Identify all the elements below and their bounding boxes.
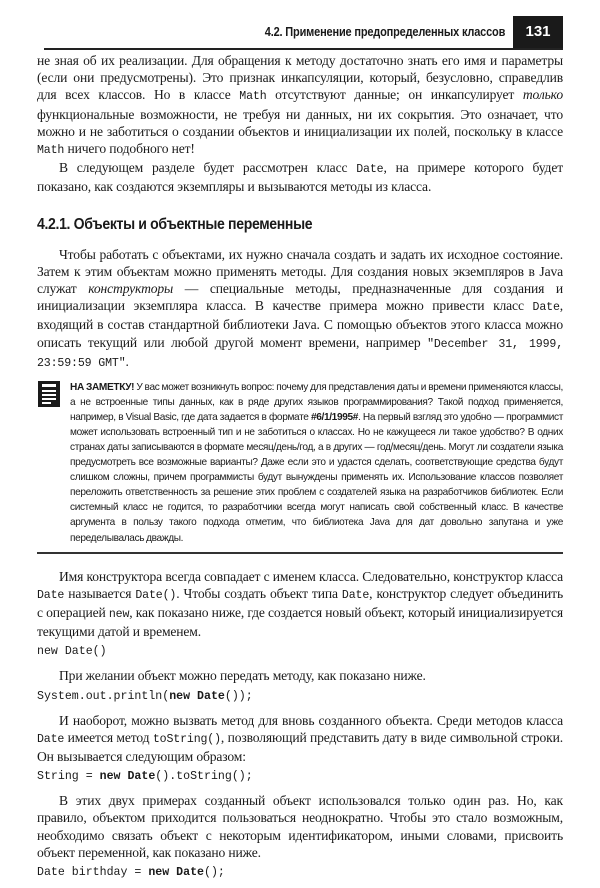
note-text: НА ЗАМЕТКУ! У вас может возникнуть вопрос: почему для представления даты и времени применяются классы, а не встроенные типы данных, как в ряде других языков программирования? Такой подход применяется, например, в Visual Basic, где дата задается в формате #6/1/1995#. На первый взгляд это удобно — программист может использовать встроенный тип и не заботиться о классах. Но не кажущееся ли такое удобство? В одних странах даты записываются в формате месяц/день/год, а в других — год/месяц/день. Могут ли создатели языка предусмотреть все возможные варианты? Даже если это и удастся сделать, соответствующие средства будут слишком сложны, причем программисты будут вынуждены применять их. Использование классов позволяет переложить ответственность за решение этих проблем с создателей языка на разработчиков библиотек. Если системный класс не годится, то разработчики всегда могут написать свой собственный класс. В качестве аргумента в пользу такого подхода отметим, что библиотека Java для дат довольно запутана и уже переделывалась дважды. bbox=[70, 382, 564, 544]
paragraph-6: И наоборот, можно вызвать метод для вновь созданного объекта. Среди методов класса Date имеется метод toString(), позволяющий представить дату в виде символьной строки. Он вызывается следующим образом: bbox=[37, 712, 563, 764]
page-number: 131 bbox=[513, 16, 563, 48]
note-label: НА ЗАМЕТКУ! bbox=[70, 382, 135, 394]
page-header bbox=[44, 16, 563, 50]
notepad-icon bbox=[38, 381, 60, 407]
code-birthday: Date birthday = new Date(); bbox=[37, 866, 225, 879]
code-new-date: new Date() bbox=[37, 645, 107, 659]
paragraph-4: Имя конструктора всегда совпадает с именем класса. Следовательно, конструктор класса Date называется Date(). Чтобы создать объект типа Date, конструктор следует объединить с операцией new, как показано ниже, где создается новый объект, который инициализируется текущими датой и временем. bbox=[37, 568, 564, 640]
note-box bbox=[37, 380, 563, 546]
paragraph-7: В этих двух примерах созданный объект использовался только один раз. Но, как правило, объектом приходится пользоваться неоднократно. Чтобы это стало возможным, необходимо связать объект с некоторым идентификатором, иными словами, присвоить объект переменной, как показано ниже. bbox=[37, 793, 563, 860]
running-title: 4.2. Применение предопределенных классов bbox=[264, 25, 505, 39]
code-tostring: String = new Date().toString(); bbox=[37, 770, 253, 784]
paragraph-2: В следующем разделе будет рассмотрен класс Date, на примере которого будет показано, как создаются экземпляры и вызываются методы из класса. bbox=[37, 160, 563, 195]
paragraph-1: не зная об их реализации. Для обращения к методу достаточно знать его имя и параметры (если они предусмотрены). Это признак инкапсуляции, который, безусловно, справедлив для всех классов. Но в классе Math отсутствуют данные; он инкапсулирует только функциональные возможности, не требуя ни данных, ни их сокрытия. Это означает, что можно и не заботиться о создании объектов и инициализации их полей, поскольку в классе Math ничего подобного нет! bbox=[37, 53, 563, 158]
code-println: System.out.println(new Date()); bbox=[37, 689, 253, 703]
paragraph-5: При желании объект можно передать методу, как показано ниже. bbox=[59, 668, 426, 684]
section-heading: 4.2.1. Объекты и объектные переменные bbox=[37, 215, 313, 233]
paragraph-3: Чтобы работать с объектами, их нужно сначала создать и задать их исходное состояние. Затем к этим объектам можно применять методы. Для создания новых экземпляров в Java служат конструкторы — специальные методы, предназначенные для создания и инициализации экземпляра класса. В качестве примера можно привести класс Date, входящий в состав стандартной библиотеки Java. С помощью объектов этого класса можно описать текущий или любой другой момент времени, например "December 31, 1999, 23:59:59 GMT". bbox=[37, 246, 563, 370]
page-content bbox=[37, 52, 563, 888]
note-divider bbox=[37, 552, 563, 554]
